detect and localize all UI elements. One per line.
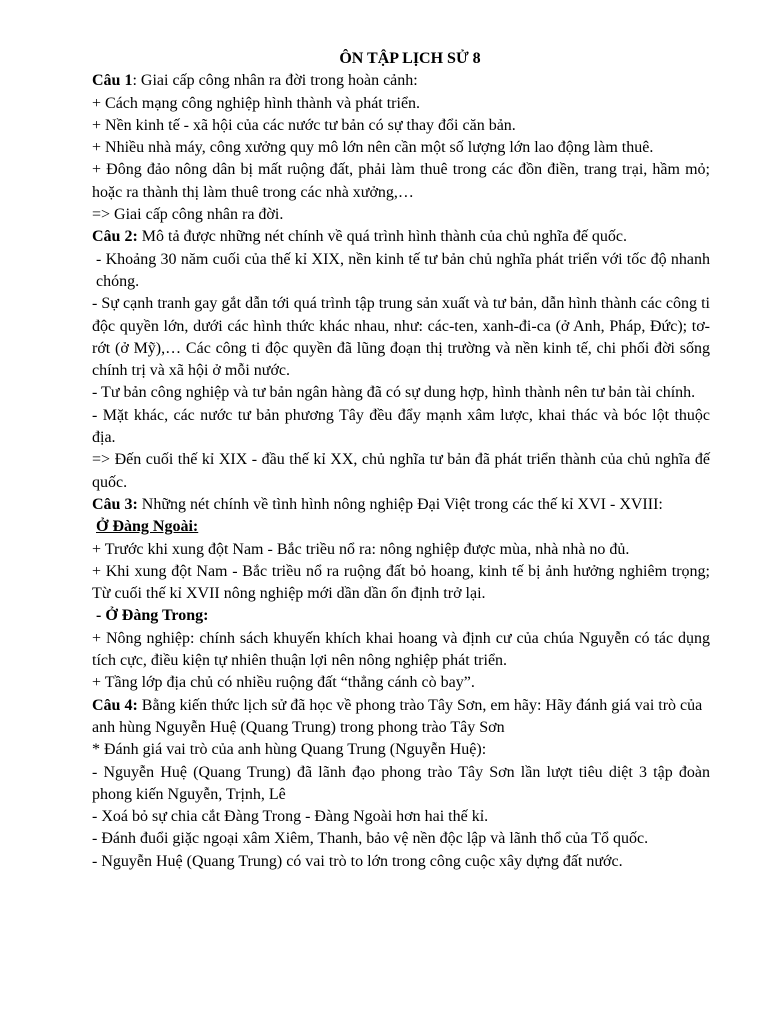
dang-trong-heading: - Ở Đàng Trong: [96, 607, 209, 625]
q1-item: + Nền kinh tế - xã hội của các nước tư bản có sự thay đổi căn bản. [92, 116, 516, 134]
q4-item: - Nguyễn Huệ (Quang Trung) có vai trò to lớn trong công cuộc xây dựng đất nước. [92, 852, 623, 870]
q2-item: - Mặt khác, các nước tư bản phương Tây đều đẩy mạnh xâm lược, khai thác và bóc lột thuộc địa. [92, 406, 710, 447]
question-4-label: Câu 4: [92, 696, 138, 714]
q4-item: - Nguyễn Huệ (Quang Trung) đã lãnh đạo phong trào Tây Sơn lần lượt tiêu diệt 3 tập đoàn phong kiến Nguyễn, Trịnh, Lê [92, 763, 710, 803]
question-3-label: Câu 3: [92, 495, 138, 513]
question-3 [92, 494, 710, 516]
q1-conclusion: => Giai cấp công nhân ra đời. [92, 206, 284, 224]
question-1-text: : Giai cấp công nhân ra đời trong hoàn cảnh: [132, 72, 418, 90]
question-4 [92, 695, 710, 740]
question-3-text: Những nét chính về tình hình nông nghiệp Đại Việt trong các thế kỉ XVI - XVIII: [137, 495, 663, 513]
q3-ngoai-item: + Trước khi xung đột Nam - Bắc triều nổ ra: nông nghiệp được mùa, nhà nhà no đủ. [92, 540, 630, 558]
q3-trong-item: + Tầng lớp địa chủ có nhiều ruộng đất “thẳng cánh cò bay”. [92, 674, 475, 692]
dang-ngoai-heading: Ở Đàng Ngoài: [96, 518, 199, 536]
q4-item: - Xoá bỏ sự chia cắt Đàng Trong - Đàng Ngoài hơn hai thế kỉ. [92, 808, 489, 826]
question-2-text: Mô tả được những nét chính về quá trình hình thành của chủ nghĩa đế quốc. [137, 228, 628, 246]
q1-item: + Đông đảo nông dân bị mất ruộng đất, phải làm thuê trong các đồn điền, trang trại, hầm mỏ; hoặc ra thành thị làm thuê trong các nhà xưởng,… [92, 161, 710, 201]
question-1-label: Câu 1 [92, 72, 133, 90]
question-4-text: Bằng kiến thức lịch sử đã học về phong trào Tây Sơn, em hãy: Hãy đánh giá vai trò của anh hùng Nguyễn Huệ (Quang Trung) trong phong trào Tây Sơn [92, 696, 703, 736]
question-1 [92, 70, 710, 92]
q2-item: - Sự cạnh tranh gay gắt dẫn tới quá trình tập trung sản xuất và tư bản, dẫn hình thành các công ti độc quyền lớn, dưới các hình thức khác nhau, như: các-ten, xanh-đi-ca (ở Anh, Pháp, Đức); tơ-rớt (ở Mỹ),… Các công ti độc quyền đã lũng đoạn thị trường và nền kinh tế, chi phối đời sống chính trị và xã hội ở mỗi nước. [92, 295, 710, 380]
question-2 [92, 226, 710, 248]
question-2-label: Câu 2: [92, 228, 138, 246]
q3-ngoai-item: + Khi xung đột Nam - Bắc triều nổ ra ruộng đất bỏ hoang, kinh tế bị ảnh hưởng nghiêm trọng; Từ cuối thế kỉ XVII nông nghiệp mới dần dần ổn định trở lại. [92, 562, 710, 603]
q1-item: + Cách mạng công nghiệp hình thành và phát triển. [92, 94, 421, 112]
q2-item: - Khoảng 30 năm cuối của thế kỉ XIX, nền kinh tế tư bản chủ nghĩa phát triển với tốc độ nhanh chóng. [96, 250, 710, 290]
document-title: ÔN TẬP LỊCH SỬ 8 [339, 50, 481, 67]
q3-trong-item: + Nông nghiệp: chính sách khuyến khích khai hoang và định cư của chúa Nguyễn có tác dụng tích cực, điều kiện tự nhiên thuận lợi nên nông nghiệp phát triển. [92, 629, 710, 670]
q2-conclusion: => Đến cuối thế kỉ XIX - đầu thế kỉ XX, chủ nghĩa tư bản đã phát triển thành của chủ nghĩa đế quốc. [92, 451, 710, 491]
q1-item: + Nhiều nhà máy, công xưởng quy mô lớn nên cần một số lượng lớn lao động làm thuê. [92, 139, 654, 157]
q4-item: * Đánh giá vai trò của anh hùng Quang Trung (Nguyễn Huệ): [92, 741, 487, 759]
q2-item: - Tư bản công nghiệp và tư bản ngân hàng đã có sự dung hợp, hình thành nên tư bản tài chính. [92, 384, 696, 402]
q4-item: - Đánh đuổi giặc ngoại xâm Xiêm, Thanh, bảo vệ nền độc lập và lãnh thổ của Tổ quốc. [92, 830, 649, 848]
